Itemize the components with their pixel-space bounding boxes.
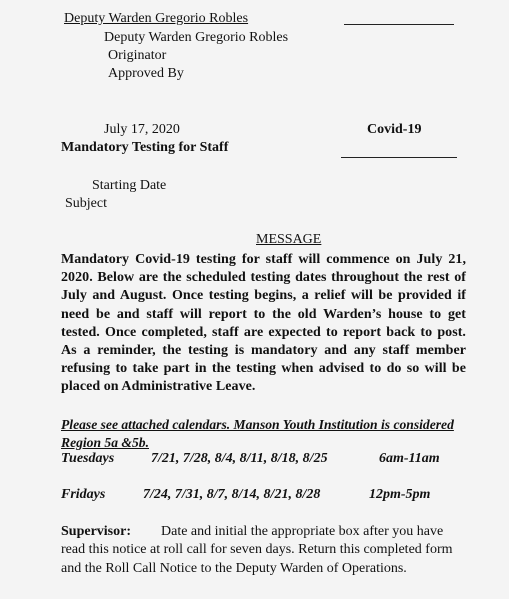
subject-label: Subject [65, 196, 107, 211]
subject-title: Mandatory Testing for Staff [61, 140, 229, 155]
schedule-day: Fridays [61, 487, 106, 502]
supervisor-instructions [61, 523, 466, 578]
supervisor-label: Supervisor: [61, 524, 131, 539]
schedule-dates: 7/24, 7/31, 8/7, 8/14, 8/21, 8/28 [143, 487, 321, 502]
signature-name: Deputy Warden Gregorio Robles [64, 11, 249, 26]
approved-by-label: Approved By [108, 66, 184, 81]
message-heading: MESSAGE [256, 232, 322, 247]
schedule-time: 6am-11am [379, 451, 440, 466]
schedule-day: Tuesdays [61, 451, 115, 466]
starting-date-label: Starting Date [92, 178, 167, 193]
signature-line-top [344, 24, 454, 25]
notice-date: July 17, 2020 [104, 122, 180, 137]
approval-line [341, 157, 457, 158]
message-body: Mandatory Covid-19 testing for staff will commence on July 21, 2020. Below are the scheduled testing dates throughout the rest of July and August. Once testing begins, a relief will be provided if need be and staff will report to the old Warden’s house to get tested. Once completed, staff are expected to report back to post. As a reminder, the testing is mandatory and any staff member refusing to take part in the testing when advised to do so will be placed on Administrative Leave. [61, 252, 466, 395]
originator-name: Deputy Warden Gregorio Robles [104, 30, 289, 45]
calendar-note: Please see attached calendars. Manson Youth Institution is considered Region 5a &5b. [61, 417, 454, 450]
originator-label: Originator [108, 48, 167, 63]
schedule-time: 12pm-5pm [369, 487, 431, 502]
notice-topic: Covid-19 [367, 122, 422, 137]
supervisor-text: Date and initial the appropriate box after you have read this notice at roll call for seven days. Return this completed form and the Roll Call Notice to the Deputy Warden of Operations. [61, 524, 453, 576]
schedule-dates: 7/21, 7/28, 8/4, 8/11, 8/18, 8/25 [151, 451, 328, 466]
